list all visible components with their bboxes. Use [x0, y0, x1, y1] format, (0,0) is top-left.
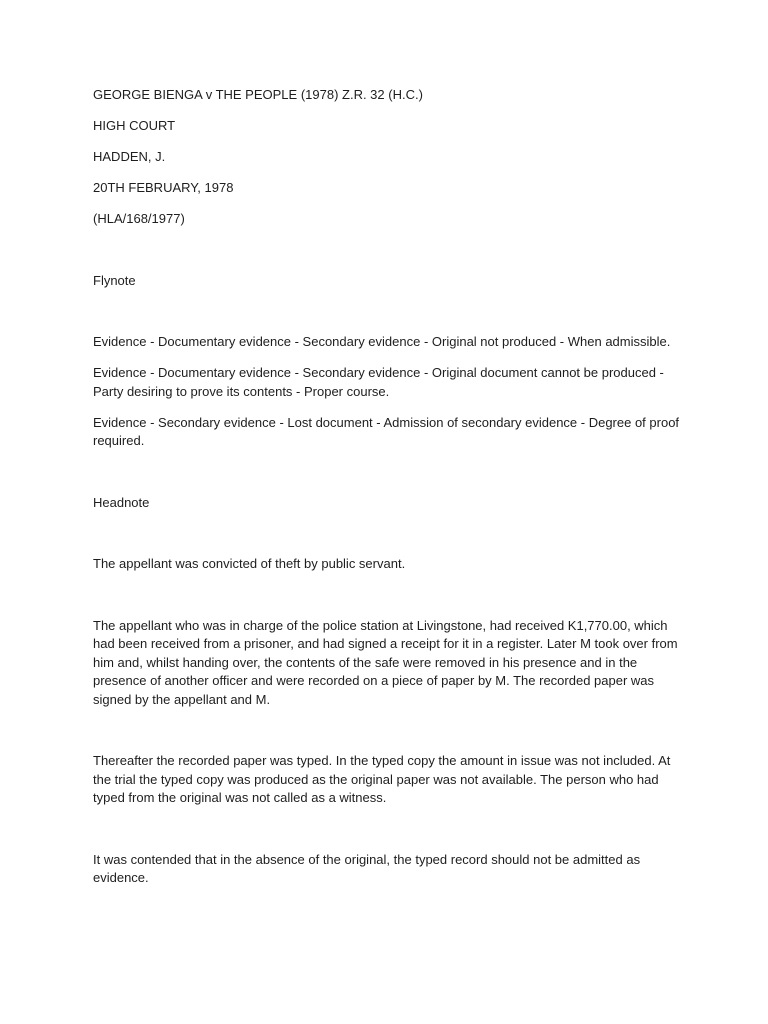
- flynote-item: Evidence - Documentary evidence - Secondary evidence - Original document cannot be produced - Party desiring to prove its contents - Proper course.: [93, 365, 664, 399]
- court-name: HIGH COURT: [93, 118, 176, 133]
- case-number: (HLA/168/1977): [93, 211, 185, 226]
- flynote-heading: Flynote: [93, 272, 136, 288]
- flynote-item: Evidence - Secondary evidence - Lost document - Admission of secondary evidence - Degree of proof required.: [93, 414, 680, 448]
- headnote-paragraph: It was contended that in the absence of the original, the typed record should not be admitted as evidence.: [93, 851, 641, 885]
- document-page: [93, 86, 683, 931]
- judgment-date: 20TH FEBRUARY, 1978: [93, 180, 234, 195]
- headnote-heading: Headnote: [93, 494, 150, 510]
- headnote-paragraph: The appellant was convicted of theft by public servant.: [93, 556, 406, 571]
- headnote-paragraph: Thereafter the recorded paper was typed. In the typed copy the amount in issue was not included. At the trial the typed copy was produced as the original paper was not available. The person who had typed from the original was not called as a witness.: [93, 753, 671, 805]
- headnote-paragraph: The appellant who was in charge of the police station at Livingstone, had received K1,770.00, which had been received from a prisoner, and had signed a receipt for it in a register. Later M took over from him and, whilst handing over, the contents of the safe were removed in his presence and in the presence of another officer and were recorded on a piece of paper by M. The recorded paper was signed by the appellant and M.: [93, 617, 678, 707]
- case-citation: GEORGE BIENGA v THE PEOPLE (1978) Z.R. 32 (H.C.): [93, 87, 423, 102]
- judge-name: HADDEN, J.: [93, 149, 166, 164]
- flynote-item: Evidence - Documentary evidence - Secondary evidence - Original not produced - When admissible.: [93, 334, 671, 349]
